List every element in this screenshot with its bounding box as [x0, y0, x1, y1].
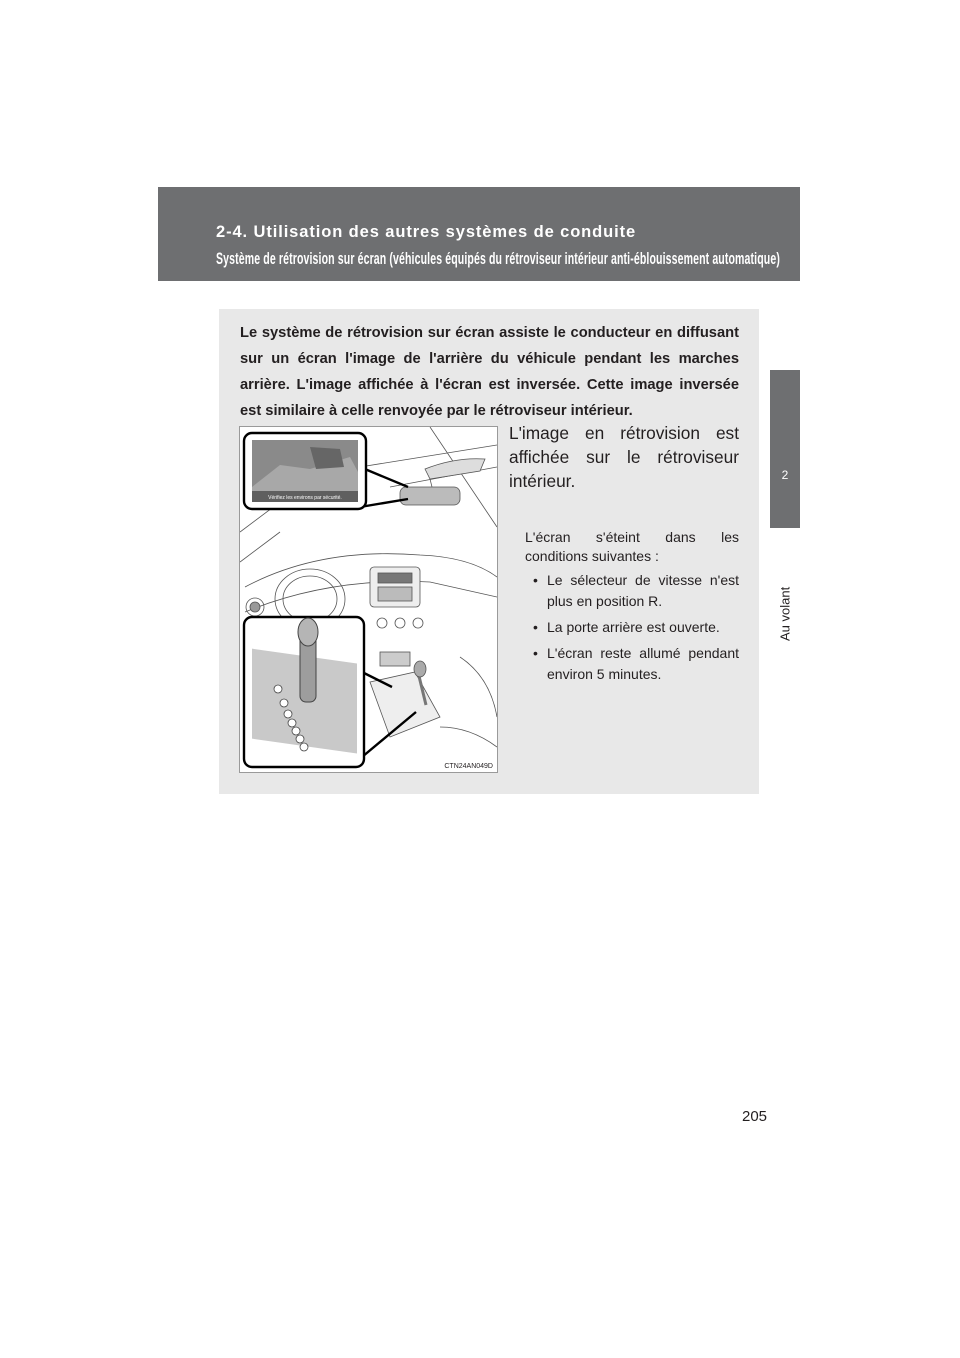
intro-paragraph: Le système de rétrovision sur écran assiste le conducteur en diffusant sur un écran l'image de l'arrière du véhicule pendant les marches arrière. L'image affichée à l'écran est inversée. Cette image inversée est similaire à celle renvoyée par le rétroviseur intérieur.	[240, 325, 739, 419]
figure-code: CTN24AN049D	[444, 763, 493, 770]
content-box	[219, 309, 759, 794]
list-item: • L'écran reste allumé pendant environ 5 minutes.	[533, 643, 739, 685]
conditions-list	[533, 570, 739, 690]
dashboard-illustration	[239, 426, 498, 773]
list-item: • Le sélecteur de vitesse n'est plus en position R.	[533, 570, 739, 612]
mirror-screen-text: Vérifiez les environs par sécurité.	[268, 495, 342, 501]
section-title: 2-4. Utilisation des autres systèmes de conduite	[216, 223, 637, 241]
page-number: 205	[742, 1108, 768, 1125]
conditions-note: L'écran s'éteint dans les conditions suivantes :	[525, 529, 739, 564]
header-band	[158, 187, 800, 281]
page-title: Système de rétrovision sur écran (véhicules équipés du rétroviseur intérieur anti-éblouissement automatique)	[216, 249, 780, 268]
chapter-number: 2	[781, 468, 789, 482]
chapter-tab	[770, 370, 800, 528]
main-text: L'image en rétrovision est affichée sur le rétroviseur intérieur.	[509, 423, 739, 491]
list-item: • La porte arrière est ouverte.	[533, 617, 739, 638]
chapter-label: Au volant	[777, 586, 793, 642]
dashboard-drawing	[240, 427, 497, 772]
